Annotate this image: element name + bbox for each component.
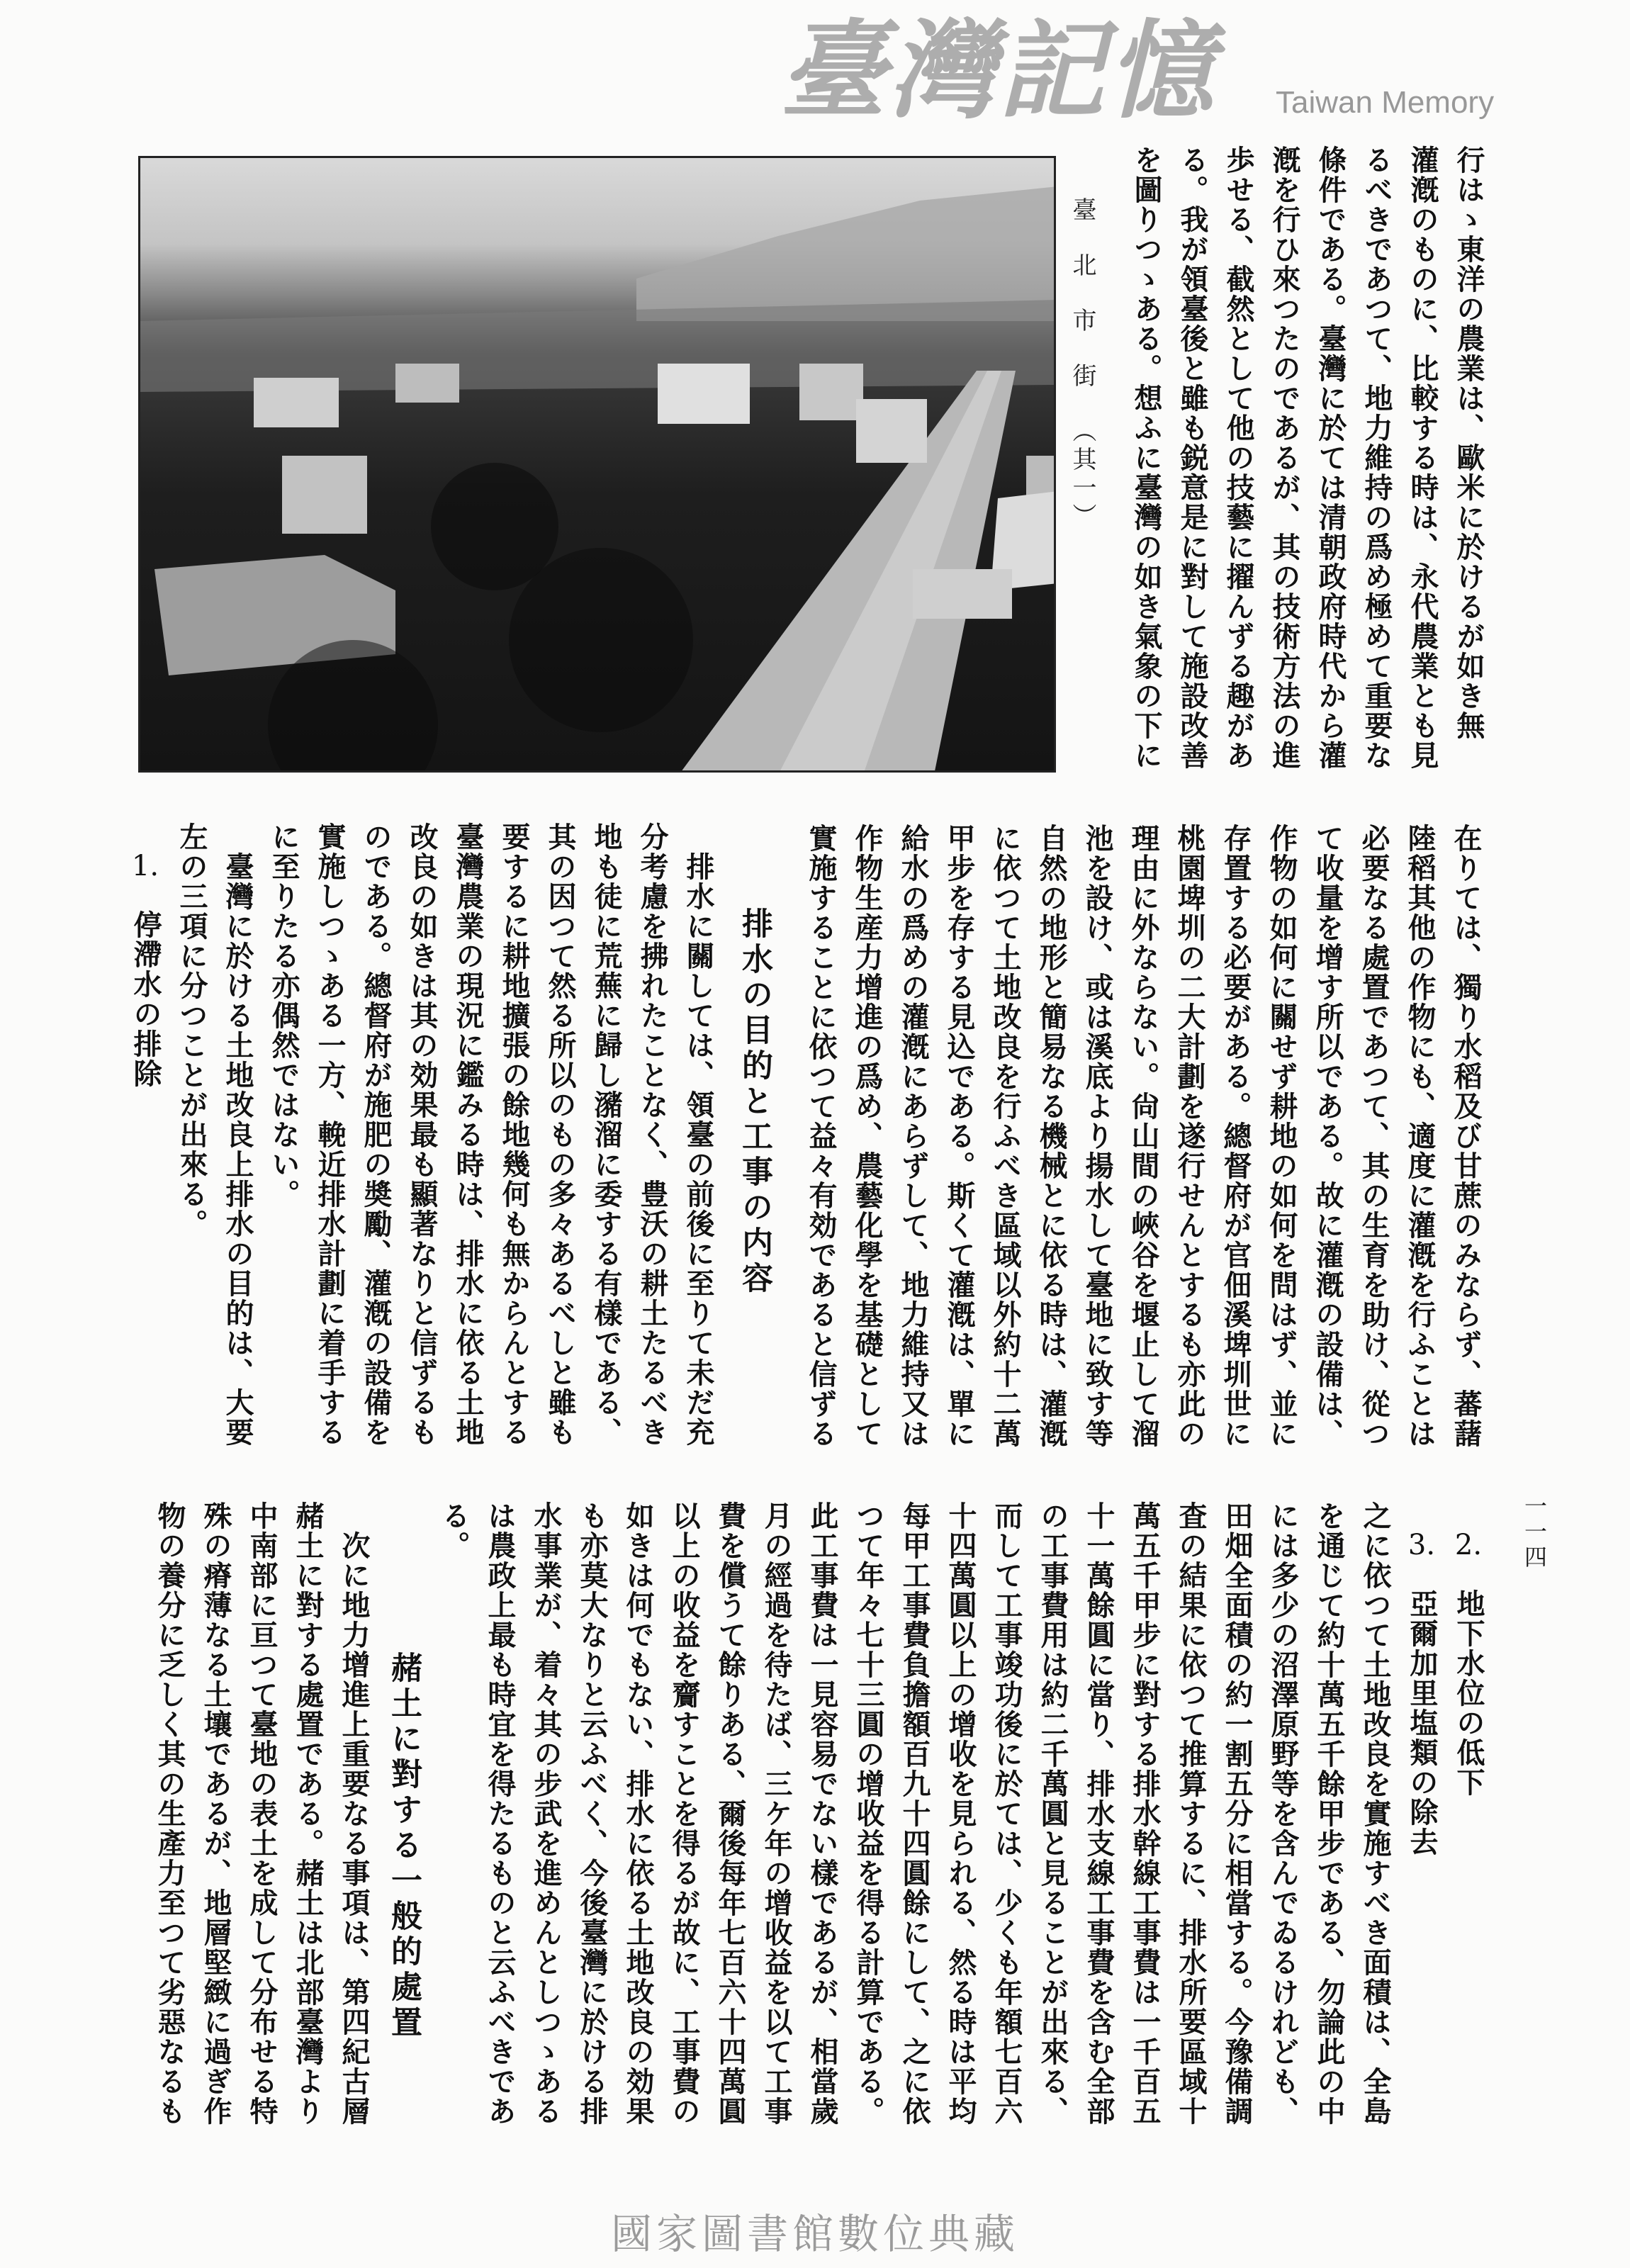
text-column: は農政上最も時宜を得たるものと云ふべきであ [483, 1501, 517, 2126]
text-column: 實施しつゝある一方、輓近排水計劃に着手する [313, 822, 347, 1447]
photo-building [282, 456, 367, 534]
text-column: 費を償うて餘りある、爾後每年七百六十四萬圓 [714, 1501, 747, 2126]
page-number: 一一四 [1521, 1494, 1548, 1571]
text-column: 月の經過を待たば、三ケ年の增收益を以て工事 [760, 1501, 793, 2126]
photo-building [395, 364, 459, 403]
text-column: 臺灣に於ける土地改良上排水の目的は、大要 [221, 822, 254, 1447]
text-column: 査の結果に依つて推算するに、排水所要區域十 [1174, 1501, 1208, 2126]
text-column: 理由に外ならない。尙山間の峽谷を堰止して溜 [1127, 824, 1160, 1449]
text-column: 田畑全面積の約一割五分に相當する。今豫備調 [1220, 1501, 1254, 2126]
text-column: 殊の瘠薄なる土壤であるが、地層堅緻に過ぎ作 [199, 1501, 232, 2126]
text-column: には多少の沼澤原野等を含んでゐるけれども、 [1266, 1501, 1300, 2126]
photo-scene [140, 158, 1056, 773]
text-column: 給水の爲めの灌漑にあらずして、地力維持又は [896, 824, 930, 1449]
text-column: 水事業が、着々其の步武を進めんとしつゝある [529, 1501, 563, 2126]
list-item [122, 822, 169, 1460]
watermark-subtitle: Taiwan Memory [1276, 85, 1495, 120]
text-column: 歩せる、截然として他の技藝に擢んずる趣があ [1222, 145, 1255, 770]
text-column: 物の養分に乏しく其の生產力至つて劣惡なるも [153, 1501, 186, 2126]
text-column: 改良の如きは其の効果最も顯著なりと信ずるも [405, 822, 439, 1447]
photo-trees [509, 548, 693, 732]
text-column: 其の因つて然る所以のもの多々あるべしと雖も [544, 822, 577, 1447]
photo-building [658, 364, 750, 424]
bottom-right-text-block [431, 1501, 1492, 2153]
section-heading-red-soil [381, 1651, 427, 2077]
text-column: 桃園埤圳の二大計劃を遂行せんとするも亦此の [1173, 824, 1206, 1449]
item-text: 地下水位の低下 [1452, 1589, 1485, 1797]
text-column: て收量を增す所以である。故に灌漑の設備は、 [1311, 824, 1344, 1449]
caption-sub: （其一） [1068, 418, 1096, 532]
text-column: 灌漑のものに、比較する時は、永代農業とも見 [1406, 145, 1439, 770]
item-text: 亞爾加里塩類の除去 [1405, 1589, 1439, 1857]
watermark-title: 臺灣記憶 [780, 9, 1217, 133]
text-column: 要するに耕地擴張の餘地幾何も無からんとする [498, 822, 531, 1447]
middle-right-text-block [798, 824, 1489, 1461]
text-column: に至りたる亦偶然ではない。 [267, 822, 300, 1209]
text-column: 每甲工事費負擔額百九十四圓餘にして、之に依 [898, 1501, 931, 2126]
text-column: 排水に關しては、領臺の前後に至りて未だ充 [682, 822, 715, 1447]
text-column: 條件である。臺灣に於ては清朝政府時代から灌 [1314, 145, 1347, 770]
text-column: 實施することに依つて益々有効であると信ずる [804, 824, 838, 1449]
photo-building [254, 378, 339, 427]
text-column: 之に依つて土地改良を實施すべき面積は、全島 [1359, 1501, 1392, 2126]
caption-title: 臺北市街 [1068, 197, 1096, 418]
photo-building [799, 364, 863, 420]
text-column: を通じて約十萬五千餘甲步である、勿論此の中 [1313, 1501, 1346, 2126]
text-column: 中南部に亘つて臺地の表土を成して分布せる特 [245, 1501, 279, 2126]
text-column: も亦莫大なりと云ふべく、今後臺灣に於ける排 [575, 1501, 609, 2126]
text-column: 漑を行ひ來つたのであるが、其の技術方法の進 [1268, 145, 1301, 770]
text-column: 作物生産力增進の爲め、農藝化學を基礎として [850, 824, 884, 1449]
item-number: 3. [1407, 1531, 1436, 1559]
top-text-block [1123, 145, 1492, 783]
item-number: 1. [131, 852, 159, 880]
item-text: 停滯水の排除 [129, 910, 162, 1089]
text-column: 以上の收益を齎すことを得るが故に、工事費の [668, 1501, 701, 2126]
watermark-taiwan-memory [780, 7, 1595, 138]
text-column: 十一萬餘圓に當り、排水支線工事費を含む全部 [1082, 1501, 1115, 2126]
text-column: 次に地力增進上重要なる事項は、第四紀古層 [337, 1501, 371, 2126]
text-column: の工事費用は約二千萬圓と見ることが出來る、 [1036, 1501, 1069, 2126]
text-column: つて年々七十三圓の增收益を得る計算である。 [852, 1501, 885, 2126]
text-column: る。我が領臺後と雖も鋭意是に對して施設改善 [1176, 145, 1209, 770]
text-column: 甲步を存する見込である。斯くて灌漑は、單に [943, 824, 976, 1449]
photo-trees [431, 463, 558, 590]
photo-mountains [636, 186, 1056, 321]
text-column: 自然の地形と簡易なる機械とに依る時は、灌漑 [1035, 824, 1068, 1449]
text-column: 此工事費は一見容易でない樣であるが、相當歲 [806, 1501, 839, 2126]
text-column: 萬五千甲步に對する排水幹線工事費は一千百五 [1128, 1501, 1162, 2126]
item-number: 2. [1454, 1531, 1483, 1559]
bottom-left-text-block [147, 1501, 377, 2153]
list-item [1398, 1501, 1445, 2153]
section-heading-drainage [731, 907, 777, 1403]
text-column: 池を設け、或は溪底より揚水して臺地に致す等 [1081, 824, 1114, 1449]
photo-caption [1067, 197, 1098, 532]
middle-left-text-block [122, 822, 721, 1460]
text-column: を圖りつゝある。想ふに臺灣の如き氣象の下に [1130, 145, 1163, 770]
photo-taipei-street [138, 156, 1056, 773]
text-column: 赭土に對する處置である。赭土は北部臺灣より [291, 1501, 325, 2126]
text-column: 行はゝ東洋の農業は、歐米に於けるが如き無 [1452, 145, 1485, 741]
heading-red-soil: 赭土に對する一般的處置 [386, 1651, 422, 2041]
photo-building [913, 569, 1012, 619]
text-column: 必要なる處置であつて、其の生育を助け、從つ [1357, 824, 1390, 1449]
text-column: 地も徒に荒蕪に歸し瀦溜に委する有樣である、 [590, 822, 623, 1447]
text-column: 而して工事竣功後に於ては、少くも年額七百六 [990, 1501, 1023, 2126]
text-column: るべきであつて、地力維持の爲め極めて重要な [1360, 145, 1393, 770]
text-column: 在りては、獨り水稻及び甘蔗のみならず、蕃藷 [1449, 824, 1483, 1449]
text-column: 左の三項に分つことが出來る。 [175, 822, 208, 1239]
text-column: 如きは何でもない、排水に依る土地改良の効果 [622, 1501, 655, 2126]
footer-library-credit: 國家圖書館數位典藏 [610, 2210, 1019, 2258]
text-column: 十四萬圓以上の增收を見られる、然る時は平均 [944, 1501, 977, 2126]
text-column: 陸稻其他の作物にも、適度に灌漑を行ふことは [1403, 824, 1437, 1449]
text-column: 分考慮を拂れたことなく、豊沃の耕土たるべき [636, 822, 669, 1447]
list-item [1445, 1501, 1492, 2153]
text-column: 作物の如何に關せず耕地の如何を問はず、並に [1265, 824, 1298, 1449]
text-column: 臺灣農業の現況に鑑みる時は、排水に依る土地 [451, 822, 485, 1447]
photo-building [856, 399, 927, 463]
text-column: 存置する必要がある。總督府が官佃溪埤圳世に [1219, 824, 1252, 1449]
text-column: る。 [437, 1501, 471, 1561]
text-column: に依つて土地改良を行ふべき區域以外約十二萬 [989, 824, 1022, 1449]
text-column: のである。總督府が施肥の奬勵、灌漑の設備を [359, 822, 393, 1447]
heading-drainage: 排水の目的と工事の内容 [736, 907, 772, 1297]
